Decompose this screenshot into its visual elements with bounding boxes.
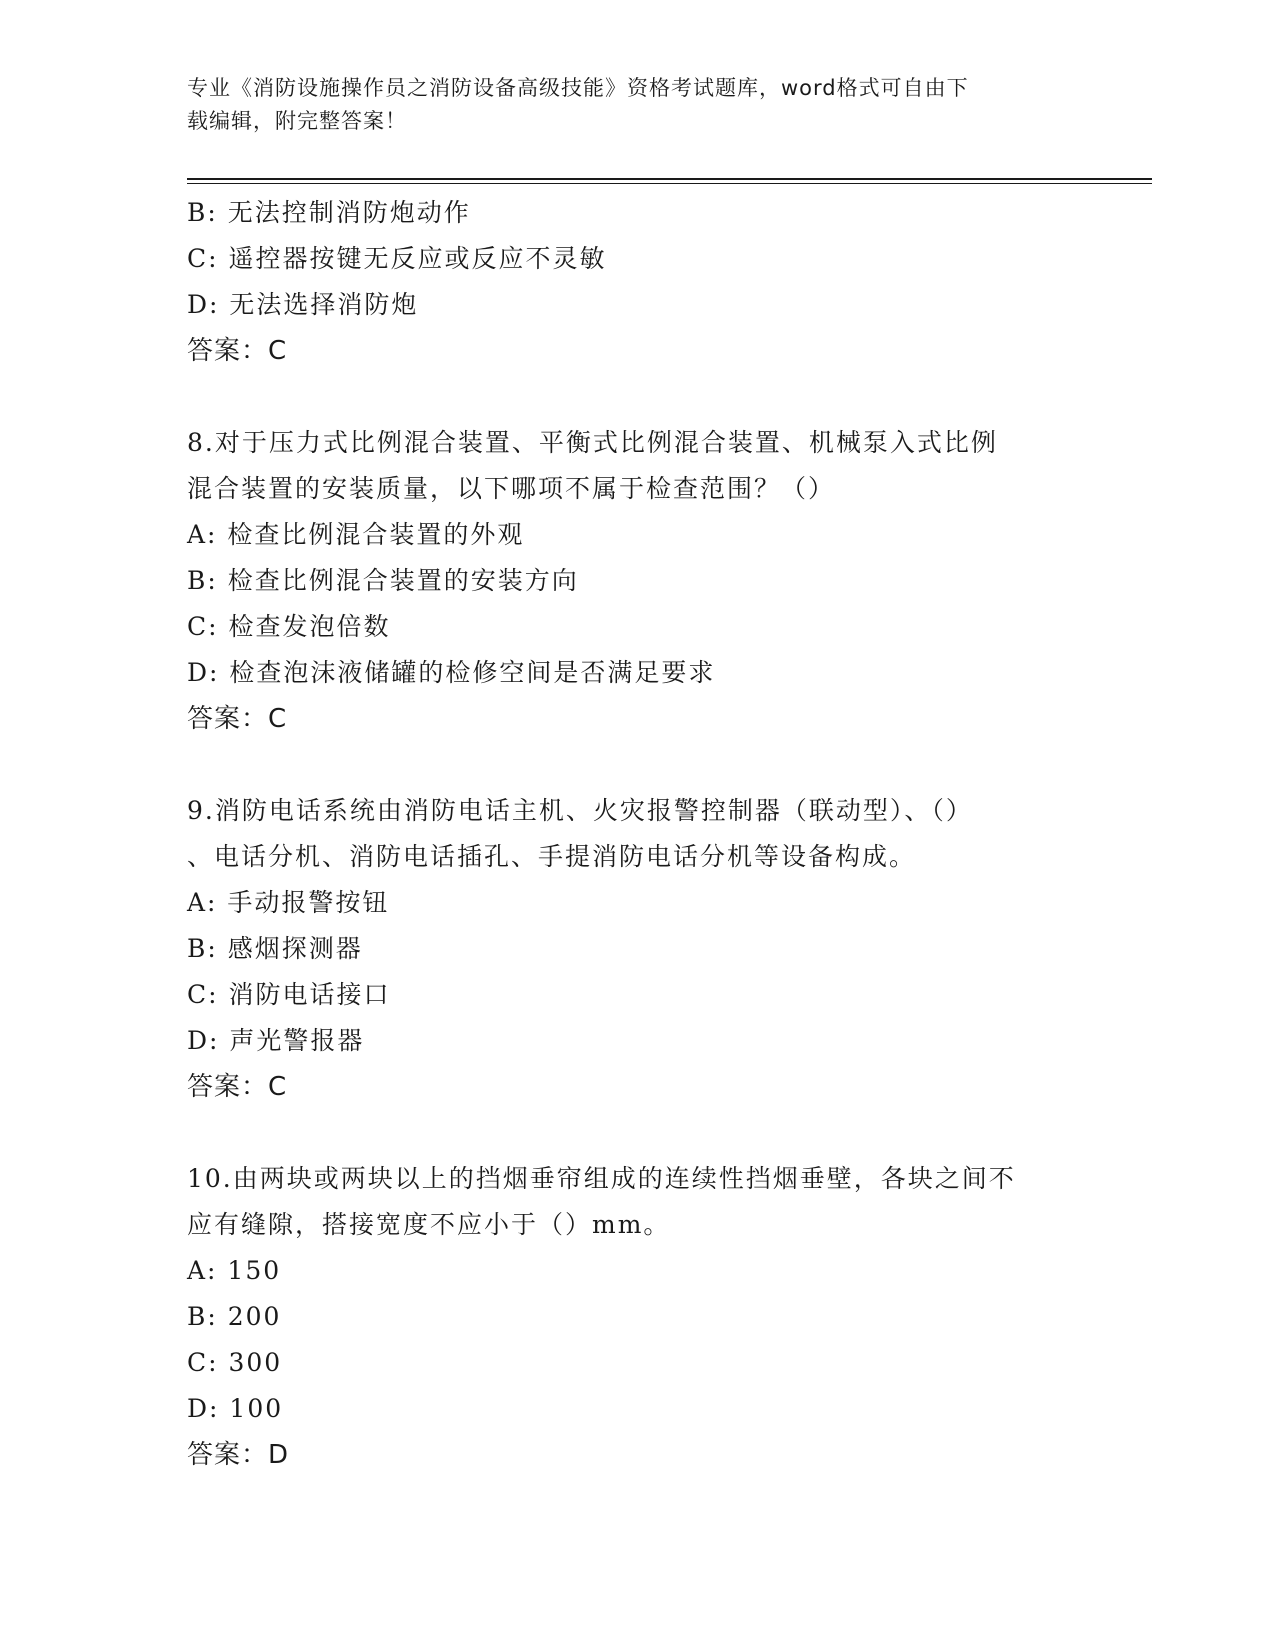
question-stem-line: 8.对于压力式比例混合装置、平衡式比例混合装置、机械泵入式比例 [187,428,998,457]
question-stem-line: 应有缝隙，搭接宽度不应小于（）mm。 [187,1210,671,1239]
question-block-10 [187,1156,1087,1478]
question-content [187,190,1087,1478]
header-line-1: 专业《消防设施操作员之消防设备高级技能》资格考试题库，word格式可自由下 [187,76,969,100]
option-c: C: 300 [187,1348,283,1377]
option-c: C: 消防电话接口 [187,980,391,1009]
option-c: C: 检查发泡倍数 [187,612,391,641]
option-b: B: 无法控制消防炮动作 [187,198,471,227]
question-block-7 [187,190,1087,374]
option-d: D: 100 [187,1394,284,1423]
option-d: D: 声光警报器 [187,1026,365,1055]
option-c: C: 遥控器按键无反应或反应不灵敏 [187,244,607,273]
header-divider-thin [187,183,1152,184]
option-a: A: 手动报警按钮 [187,888,390,917]
document-header [187,72,1087,138]
question-stem-line: 10.由两块或两块以上的挡烟垂帘组成的连续性挡烟垂壁，各块之间不 [187,1164,1016,1193]
option-b: B: 检查比例混合装置的安装方向 [187,566,579,595]
question-stem-line: 9.消防电话系统由消防电话主机、火灾报警控制器（联动型）、（） [187,796,973,825]
header-line-2: 载编辑，附完整答案！ [187,109,407,133]
question-stem-line: 混合装置的安装质量，以下哪项不属于检查范围？（） [187,474,836,503]
spacer [187,374,1087,420]
option-a: A: 检查比例混合装置的外观 [187,520,525,549]
answer-line: 答案：C [187,704,288,734]
spacer [187,742,1087,788]
question-block-8 [187,420,1087,742]
option-b: B: 感烟探测器 [187,934,363,963]
question-block-9 [187,788,1087,1110]
header-divider [187,178,1152,180]
option-b: B: 200 [187,1302,282,1331]
option-a: A: 150 [187,1256,282,1285]
answer-line: 答案：D [187,1440,290,1470]
question-stem-line: 、电话分机、消防电话插孔、手提消防电话分机等设备构成。 [187,842,917,871]
option-d: D: 无法选择消防炮 [187,290,419,319]
spacer [187,1110,1087,1156]
answer-line: 答案：C [187,336,288,366]
answer-line: 答案：C [187,1072,288,1102]
option-d: D: 检查泡沫液储罐的检修空间是否满足要求 [187,658,716,687]
